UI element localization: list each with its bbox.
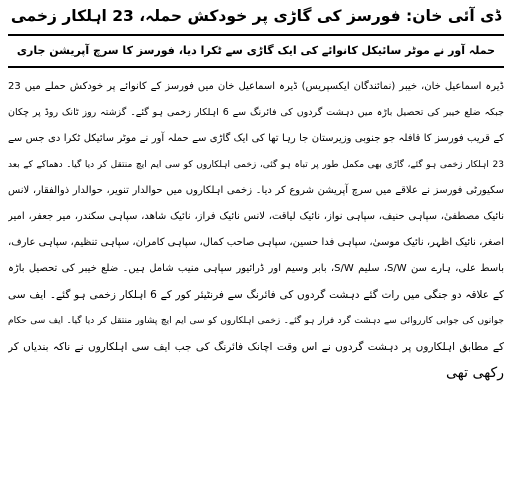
body-line: باسط علی، ہارے سن S/W، سلیم S/W، بابر وسیم اور ڈرائیور سپاہی منیب شامل ہیں۔ ضلع خیبر کی تحصیل باڑہ xyxy=(8,263,504,274)
body-line: کے علاقہ دو جنگی میں رات گئے دہشت گردوں کی فائرنگ سے فرنٹیئر کور کے 6 اہلکار زخمی ہو گئے۔ ایف سی xyxy=(8,289,504,301)
headline-divider xyxy=(8,34,504,36)
article-headline: ڈی آئی خان: فورسز کی گاڑی پر خودکش حملہ، 23 اہلکار زخمی xyxy=(10,7,502,25)
subheadline-divider xyxy=(8,66,504,68)
body-line: جبکہ ضلع خیبر کی تحصیل باڑہ میں دہشت گردوں کی فائرنگ سے 6 اہلکار زخمی ہو گئے۔ گزشتہ روز ٹانک روڈ پر چکان xyxy=(8,107,504,118)
body-line: کے قریب فورسز کا قافلہ جو جنوبی وزیرستان جا رہا تھا کی ایک گاڑی سے حملہ آور نے موٹر سائیکل ٹکرا دی جس سے xyxy=(8,133,504,144)
body-line: کے مطابق اہلکاروں پر دہشت گردوں نے اس وقت اچانک فائرنگ کی جب ایف سی اہلکاروں نے ناکہ بندیاں کر xyxy=(8,341,504,353)
article-body xyxy=(8,74,504,386)
body-line: رکھی تھی xyxy=(445,365,504,381)
body-line: 23 اہلکار زخمی ہو گئے، گاڑی بھی مکمل طور پر تباہ ہو گئی، زخمی اہلکاروں کو سی ایم ایچ منتقل کر دیا گیا۔ دھماکے کے بعد xyxy=(8,160,504,170)
body-line: جوانوں کی جوابی کارروائی سے دہشت گرد فرار ہو گئے۔ زخمی اہلکاروں کو سی ایم ایچ پشاور منتقل کر دیا گیا۔ ایف سی حکام xyxy=(8,316,504,326)
body-line: نائیک مصطفیٰ، سپاہی حنیف، سپاہی نواز، نائیک لیاقت، لانس نائیک فراز، نائیک شاھد، سپاہی سکندر، میر جعفر، امیر xyxy=(8,211,504,222)
body-line: اصغر، نائیک اظہر، نائیک موسیٰ، سپاہی فدا حسین، سپاہی صاحب کمال، سپاہی کامران، سپاہی تنظیم، سپاہی عارف، xyxy=(8,237,504,248)
body-line: سکیورٹی فورسز نے علاقے میں سرچ آپریشن شروع کر دیا۔ زخمی اہلکاروں میں حوالدار تنویر، حوالدار ذوالفقار، لانس xyxy=(8,185,504,196)
body-line: ڈیرہ اسماعیل خان، خیبر (نمائندگان ایکسپریس) ڈیرہ اسماعیل خان میں فورسز کے کانوائے پر خودکش حملے میں 23 xyxy=(8,81,504,92)
article-subheadline: حملہ آور نے موٹر سائیکل کانوائے کی ایک گاڑی سے ٹکرا دیا، فورسز کا سرچ آپریشن جاری xyxy=(16,44,496,57)
